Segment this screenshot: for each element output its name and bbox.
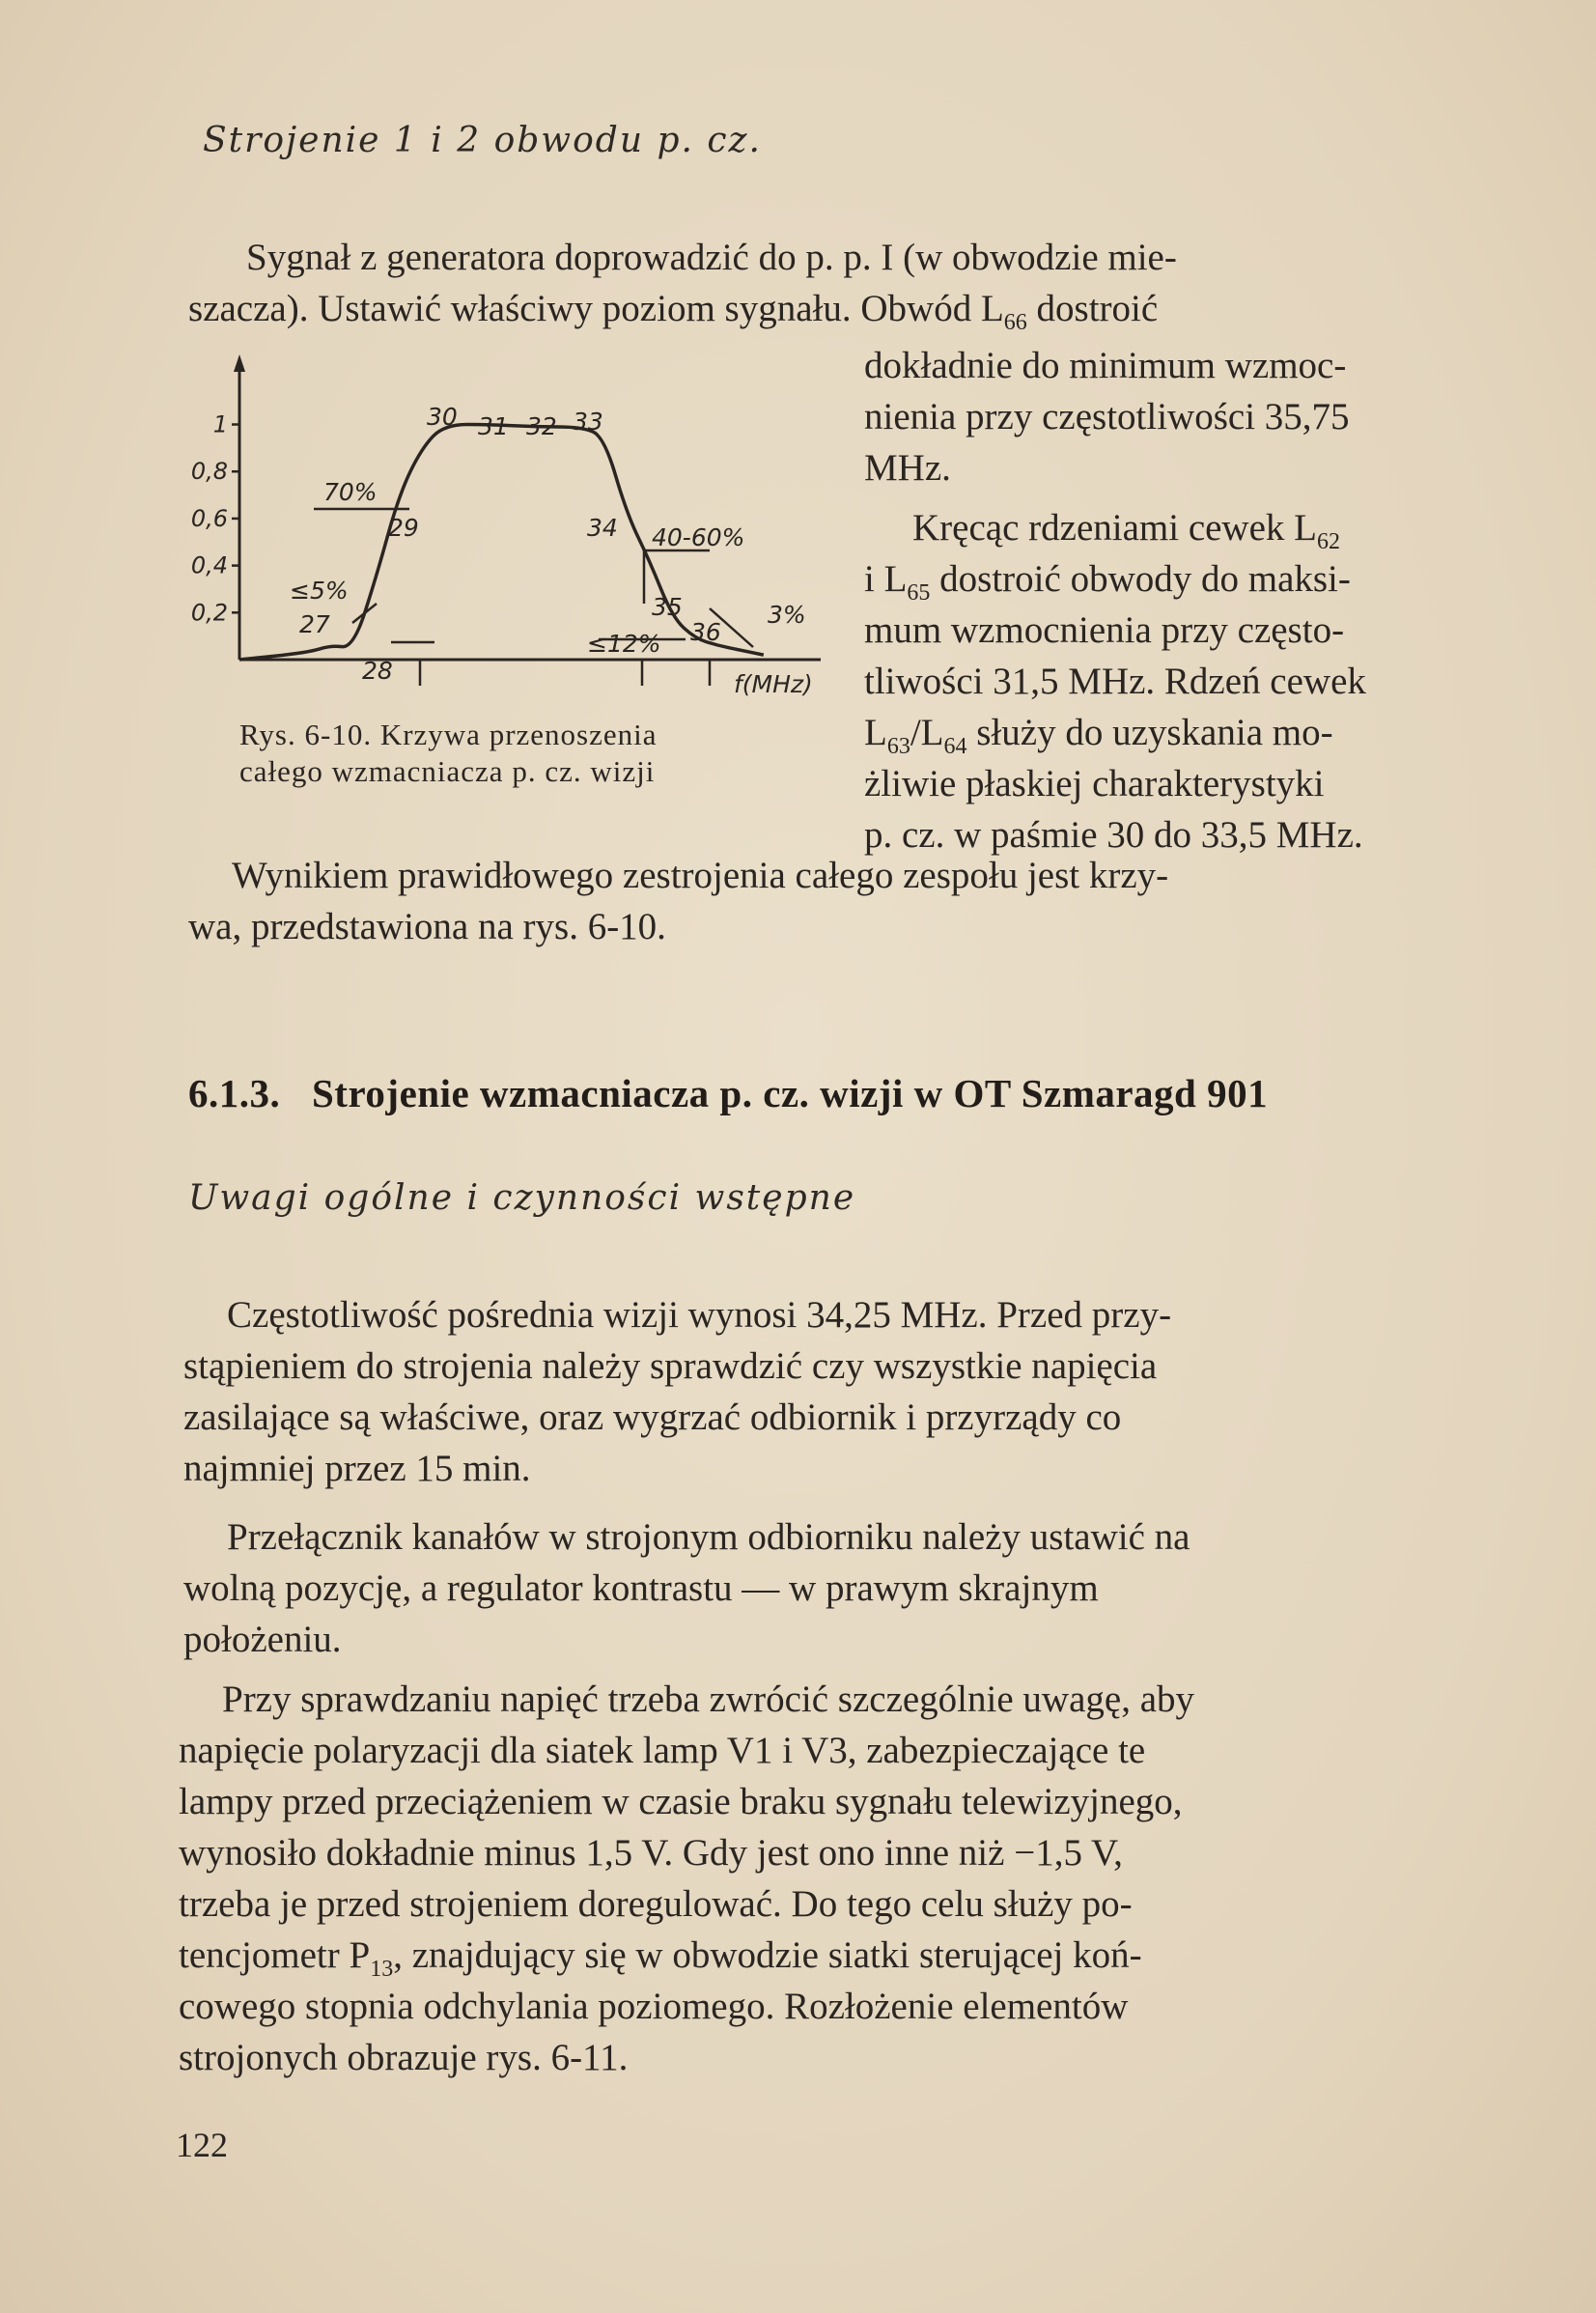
section-number: 6.1.3.: [188, 1071, 281, 1115]
para6-line-2: napięcie polaryzacji dla siatek lamp V1 i V3, zabezpieczające te: [179, 1730, 1146, 1771]
para2-line-2: i $L_{65}$ dostroić obwody do maksi-: [864, 558, 1351, 606]
point-label-28: 28: [362, 657, 393, 685]
para5-line: Przełącznik kanałów w strojonym odbiorniku należy ustawić na: [227, 1516, 1190, 1558]
para4-line: zasilające są właściwe, oraz wygrzać odbiornik i przyrządy co: [183, 1396, 1122, 1438]
y-tick-label: 1: [212, 410, 228, 438]
wrap-line: nienia przy częstotliwości 35,75: [864, 396, 1350, 437]
annotation-3pct: 3%: [768, 601, 806, 629]
y-tick-label: 0,6: [190, 504, 228, 532]
para5-line: wolną pozycję, a regulator kontrastu — w prawym skrajnym: [183, 1567, 1099, 1609]
para4-line: stąpieniem do strojenia należy sprawdzić czy wszystkie napięcia: [183, 1345, 1158, 1387]
x-axis-label: f(MHz): [734, 670, 813, 698]
paragraph-5: [183, 1511, 1477, 1665]
figure-caption: [239, 717, 658, 790]
y-tick-label: 0,2: [190, 599, 228, 627]
point-label-30: 30: [427, 403, 458, 431]
para2-line-6: żliwie płaskiej charakterystyki: [864, 763, 1325, 804]
para6-line-8: strojonych obrazuje rys. 6-11.: [179, 2037, 629, 2078]
y-axis-arrow: [234, 354, 245, 372]
section-heading: [188, 1070, 1268, 1116]
annotation-70pct: 70%: [323, 478, 378, 506]
subsection-2-title: Uwagi ogólne i czynności wstępne: [188, 1178, 856, 1218]
para6-line-4: wynosiło dokładnie minus 1,5 V. Gdy jest ono inne niż −1,5 V,: [179, 1832, 1123, 1874]
point-label-27: 27: [299, 610, 330, 638]
paragraph-1-wrap: [864, 340, 1492, 494]
para4-line: najmniej przez 15 min.: [183, 1448, 531, 1489]
paragraph-2: [864, 502, 1492, 860]
para6-line-7: cowego stopnia odchylania poziomego. Rozłożenie elementów: [179, 1986, 1129, 2027]
point-label-35: 35: [652, 593, 683, 621]
figure-6-10-chart: [183, 353, 840, 719]
para5-line: położeniu.: [183, 1619, 342, 1660]
page-number: 122: [176, 2126, 228, 2164]
wrap-line: MHz.: [864, 447, 951, 489]
para2-line-1: Kręcąc rdzeniami cewek $L_{62}$: [912, 507, 1340, 554]
para2-line-4: tliwości 31,5 MHz. Rdzeń cewek: [864, 661, 1366, 702]
caption-line-2: całego wzmacniacza p. cz. wizji: [239, 754, 656, 788]
point-label-33: 33: [573, 408, 603, 436]
y-tick-label: 0,4: [190, 551, 228, 579]
para3-line-1: Wynikiem prawidłowego zestrojenia całego zespołu jest krzy-: [232, 855, 1169, 896]
point-label-34: 34: [587, 514, 618, 542]
y-ticks-group: [191, 411, 239, 627]
point-label-31: 31: [478, 412, 509, 440]
para6-line-1: Przy sprawdzaniu napięć trzeba zwrócić szczególnie uwagę, aby: [222, 1678, 1195, 1720]
annotation-40-60pct: 40-60%: [652, 523, 745, 551]
five-pct-leader: [352, 604, 377, 623]
paragraph-6: [179, 1674, 1477, 2083]
annotation-5pct: ≤5%: [290, 577, 349, 605]
para6-line-6: tencjometr $P_{13}$, znajdujący się w obwodzie siatki sterującej koń-: [179, 1934, 1142, 1982]
y-tick-label: 0,8: [190, 458, 228, 486]
paragraph-1-line-2: szacza). Ustawić właściwy poziom sygnału. Obwód $L_{66}$ dostroić: [188, 288, 1159, 335]
annotation-12pct: ≤12%: [587, 630, 661, 658]
paragraph-4: [183, 1289, 1477, 1494]
para6-line-3: lampy przed przeciążeniem w czasie braku sygnału telewizyjnego,: [179, 1781, 1183, 1822]
para2-line-7: p. cz. w paśmie 30 do 33,5 MHz.: [864, 814, 1363, 856]
para4-line: Częstotliwość pośrednia wizji wynosi 34,25 MHz. Przed przy-: [227, 1294, 1172, 1336]
point-label-29: 29: [388, 514, 419, 542]
subsection-title: Strojenie 1 i 2 obwodu p. cz.: [203, 121, 762, 160]
para2-line-3: mum wzmocnienia przy często-: [864, 609, 1345, 651]
wrap-line: dokładnie do minimum wzmoc-: [864, 345, 1347, 386]
para3-line-2: wa, przedstawiona na rys. 6-10.: [188, 906, 666, 947]
para6-line-5: trzeba je przed strojeniem doregulować. Do tego celu służy po-: [179, 1883, 1133, 1925]
paragraph-1-line-1: Sygnał z generatora doprowadzić do p. p. I (w obwodzie mie-: [246, 237, 1177, 278]
section-title: Strojenie wzmacniacza p. cz. wizji w OT Szmaragd 901: [312, 1071, 1269, 1115]
para2-line-5: $L_{63}/L_{64}$ służy do uzyskania mo-: [864, 712, 1333, 759]
caption-line-1: Rys. 6-10. Krzywa przenoszenia: [239, 718, 658, 751]
paragraph-3: [188, 850, 1492, 952]
point-label-32: 32: [526, 412, 557, 440]
point-label-36: 36: [690, 618, 721, 646]
